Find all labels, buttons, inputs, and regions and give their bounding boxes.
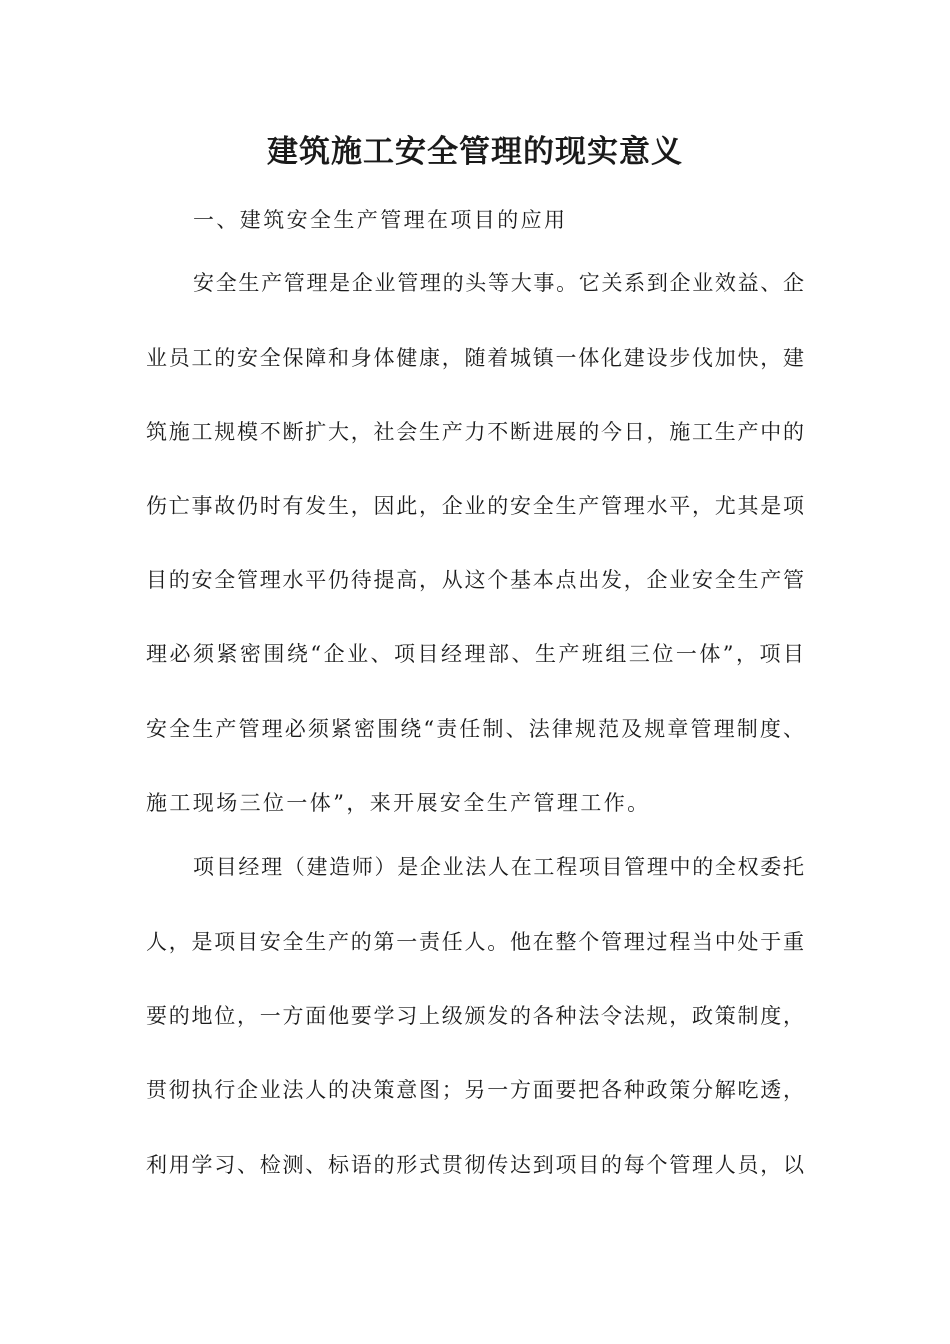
- paragraph-1-line-7: 安全生产管理必须紧密围绕“责任制、法律规范及规章管理制度、: [146, 717, 804, 741]
- document-title: 建筑施工安全管理的现实意义: [267, 134, 683, 170]
- paragraph-2-line-4: 贯彻执行企业法人的决策意图；另一方面要把各种政策分解吃透，: [146, 1078, 804, 1102]
- paragraph-2-line-3: 要的地位，一方面他要学习上级颁发的各种法令法规，政策制度，: [146, 1004, 804, 1028]
- paragraph-2-line-5: 利用学习、检测、标语的形式贯彻传达到项目的每个管理人员，以: [146, 1153, 804, 1177]
- paragraph-1-line-3: 筑施工规模不断扩大，社会生产力不断进展的今日，施工生产中的: [146, 420, 804, 444]
- paragraph-1-line-8: 施工现场三位一体”，来开展安全生产管理工作。: [146, 791, 651, 815]
- paragraph-1-line-4: 伤亡事故仍时有发生，因此，企业的安全生产管理水平，尤其是项: [146, 494, 804, 518]
- section-heading: 一、建筑安全生产管理在项目的应用: [193, 208, 568, 232]
- paragraph-2-line-2: 人，是项目安全生产的第一责任人。他在整个管理过程当中处于重: [146, 930, 804, 954]
- paragraph-1-line-5: 目的安全管理水平仍待提高，从这个基本点出发，企业安全生产管: [146, 568, 804, 592]
- paragraph-1-line-1: 安全生产管理是企业管理的头等大事。它关系到企业效益、企: [193, 271, 804, 295]
- paragraph-1-line-2: 业员工的安全保障和身体健康，随着城镇一体化建设步伐加快，建: [146, 346, 804, 370]
- paragraph-2-line-1: 项目经理（建造师）是企业法人在工程项目管理中的全权委托: [193, 855, 804, 879]
- paragraph-1-line-6: 理必须紧密围绕“企业、项目经理部、生产班组三位一体”，项目: [146, 642, 804, 666]
